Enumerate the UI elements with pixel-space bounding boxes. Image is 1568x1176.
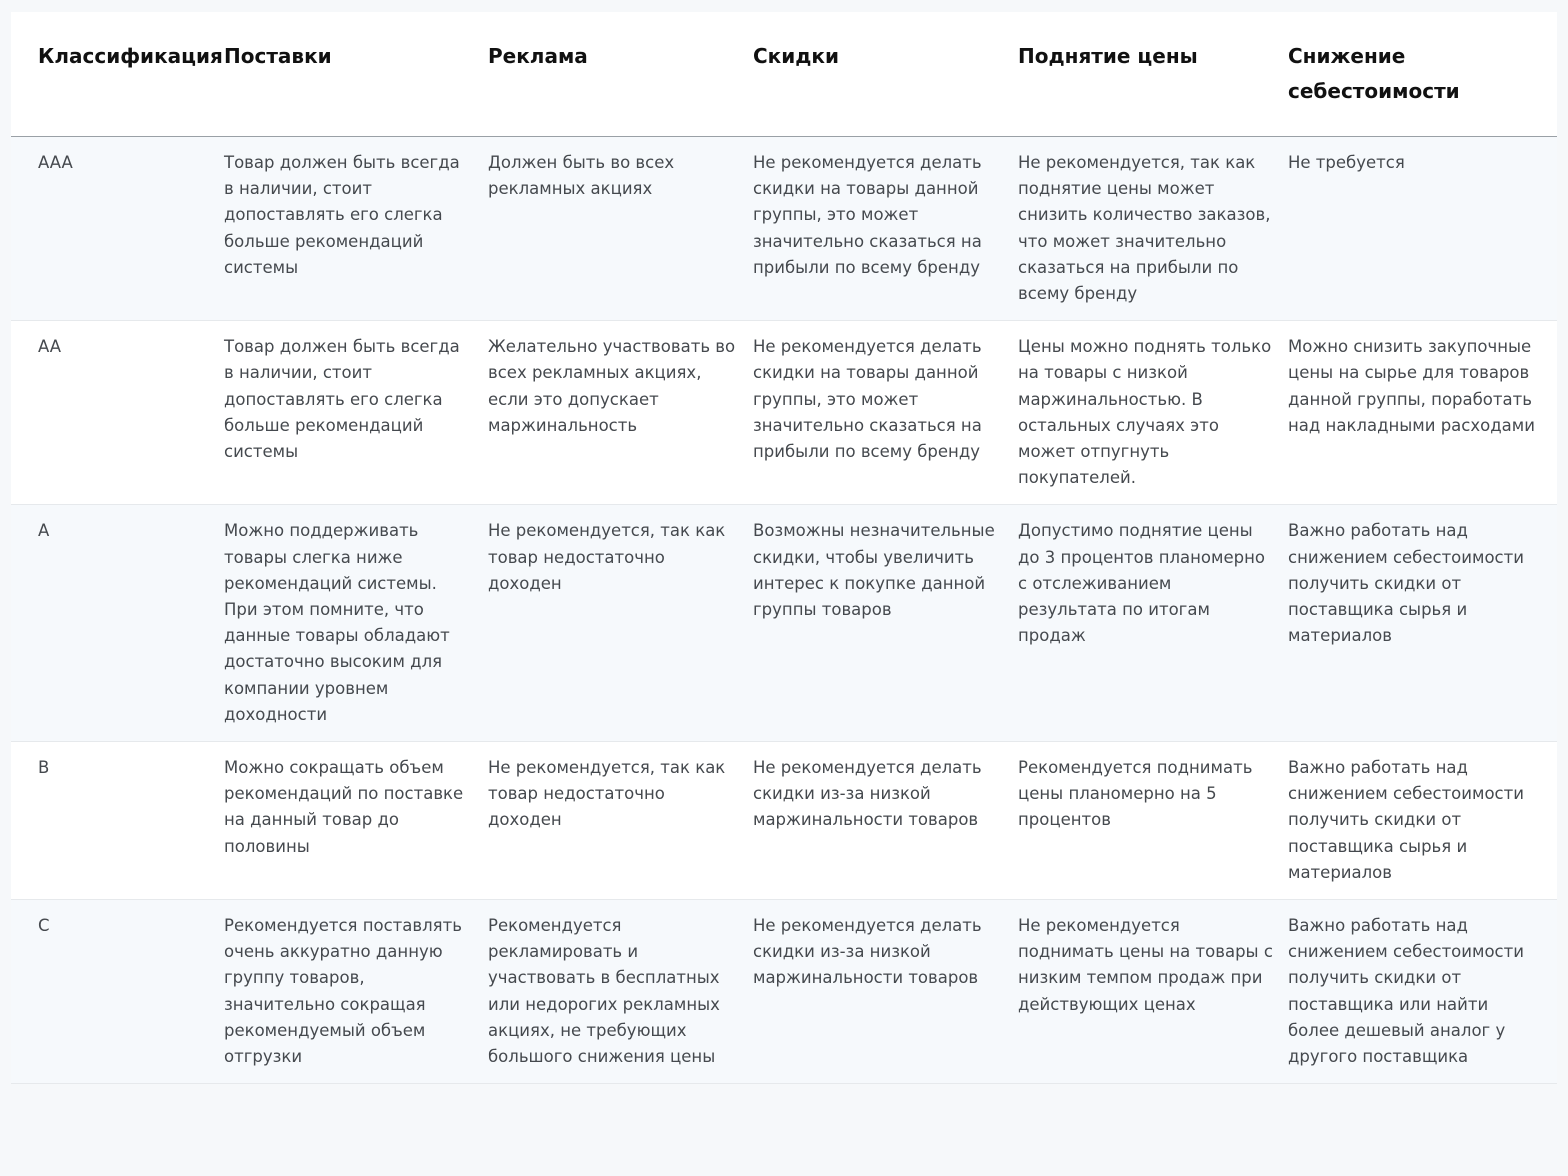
cell-cost-reduction: Можно снизить закупочные цены на сырье для товаров данной группы, поработать над накладными расходами xyxy=(1288,321,1557,505)
cell-advertising: Должен быть во всех рекламных акциях xyxy=(488,137,753,321)
cell-discounts: Не рекомендуется делать скидки на товары данной группы, это может значительно сказаться на прибыли по всему бренду xyxy=(753,137,1018,321)
cell-cost-reduction: Важно работать над снижением себестоимости получить скидки от поставщика сырья и материалов xyxy=(1288,742,1557,900)
table-body xyxy=(11,137,1557,1084)
recommendations-table-container xyxy=(11,12,1557,1084)
cell-supplies: Можно сокращать объем рекомендаций по поставке на данный товар до половины xyxy=(224,742,488,900)
cell-discounts: Возможны незначительные скидки, чтобы увеличить интерес к покупке данной группы товаров xyxy=(753,505,1018,742)
cell-supplies: Можно поддерживать товары слегка ниже рекомендаций системы. При этом помните, что данные товары обладают достаточно высоким для компании уровнем доходности xyxy=(224,505,488,742)
cell-classification xyxy=(11,900,224,1084)
cell-cost-reduction: Важно работать над снижением себестоимости получить скидки от поставщика сырья и материалов xyxy=(1288,505,1557,742)
cell-advertising: Не рекомендуется, так как товар недостаточно доходен xyxy=(488,742,753,900)
classification-label: AA xyxy=(38,337,62,357)
table-row-c xyxy=(11,900,1557,1084)
classification-label: A xyxy=(38,521,50,541)
cell-price-increase: Цены можно поднять только на товары с низкой маржинальностью. В остальных случаях это может отпугнуть покупателей. xyxy=(1018,321,1288,505)
header-discounts: Скидки xyxy=(753,12,1018,137)
header-classification: Классификация xyxy=(11,12,224,137)
cell-advertising: Желательно участвовать во всех рекламных акциях, если это допускает маржинальность xyxy=(488,321,753,505)
cell-price-increase: Не рекомендуется поднимать цены на товары с низким темпом продаж при действующих ценах xyxy=(1018,900,1288,1084)
cell-price-increase: Не рекомендуется, так как поднятие цены может снизить количество заказов, что может значительно сказаться на прибыли по всему бренду xyxy=(1018,137,1288,321)
classification-label: C xyxy=(38,916,50,936)
cell-discounts: Не рекомендуется делать скидки из-за низкой маржинальности товаров xyxy=(753,742,1018,900)
cell-advertising: Рекомендуется рекламировать и участвовать в бесплатных или недорогих рекламных акциях, не требующих большого снижения цены xyxy=(488,900,753,1084)
classification-label: AAA xyxy=(38,153,73,172)
cell-discounts: Не рекомендуется делать скидки на товары данной группы, это может значительно сказаться на прибыли по всему бренду xyxy=(753,321,1018,505)
cell-cost-reduction: Не требуется xyxy=(1288,137,1557,321)
header-price-increase: Поднятие цены xyxy=(1018,12,1288,137)
cell-supplies: Товар должен быть всегда в наличии, стоит допоставлять его слегка больше рекомендаций системы xyxy=(224,321,488,505)
table-row-aaa xyxy=(11,137,1557,321)
table-row-b xyxy=(11,742,1557,900)
cell-advertising: Не рекомендуется, так как товар недостаточно доходен xyxy=(488,505,753,742)
cell-cost-reduction: Важно работать над снижением себестоимости получить скидки от поставщика или найти более дешевый аналог у другого поставщика xyxy=(1288,900,1557,1084)
recommendations-table xyxy=(11,12,1557,1084)
cell-supplies: Рекомендуется поставлять очень аккуратно данную группу товаров, значительно сокращая рекомендуемый объем отгрузки xyxy=(224,900,488,1084)
table-row-a xyxy=(11,505,1557,742)
cell-supplies: Товар должен быть всегда в наличии, стоит допоставлять его слегка больше рекомендаций системы xyxy=(224,137,488,321)
cell-price-increase: Допустимо поднятие цены до 3 процентов планомерно с отслеживанием результата по итогам продаж xyxy=(1018,505,1288,742)
cell-classification xyxy=(11,137,224,321)
cell-classification xyxy=(11,505,224,742)
header-cost-reduction: Снижение себестоимости xyxy=(1288,12,1557,137)
header-advertising: Реклама xyxy=(488,12,753,137)
header-row xyxy=(11,12,1557,137)
cell-price-increase: Рекомендуется поднимать цены планомерно на 5 процентов xyxy=(1018,742,1288,900)
table-header xyxy=(11,12,1557,137)
header-supplies: Поставки xyxy=(224,12,488,137)
cell-classification xyxy=(11,321,224,505)
classification-label: B xyxy=(38,758,50,778)
cell-classification xyxy=(11,742,224,900)
cell-discounts: Не рекомендуется делать скидки из-за низкой маржинальности товаров xyxy=(753,900,1018,1084)
table-row-aa xyxy=(11,321,1557,505)
